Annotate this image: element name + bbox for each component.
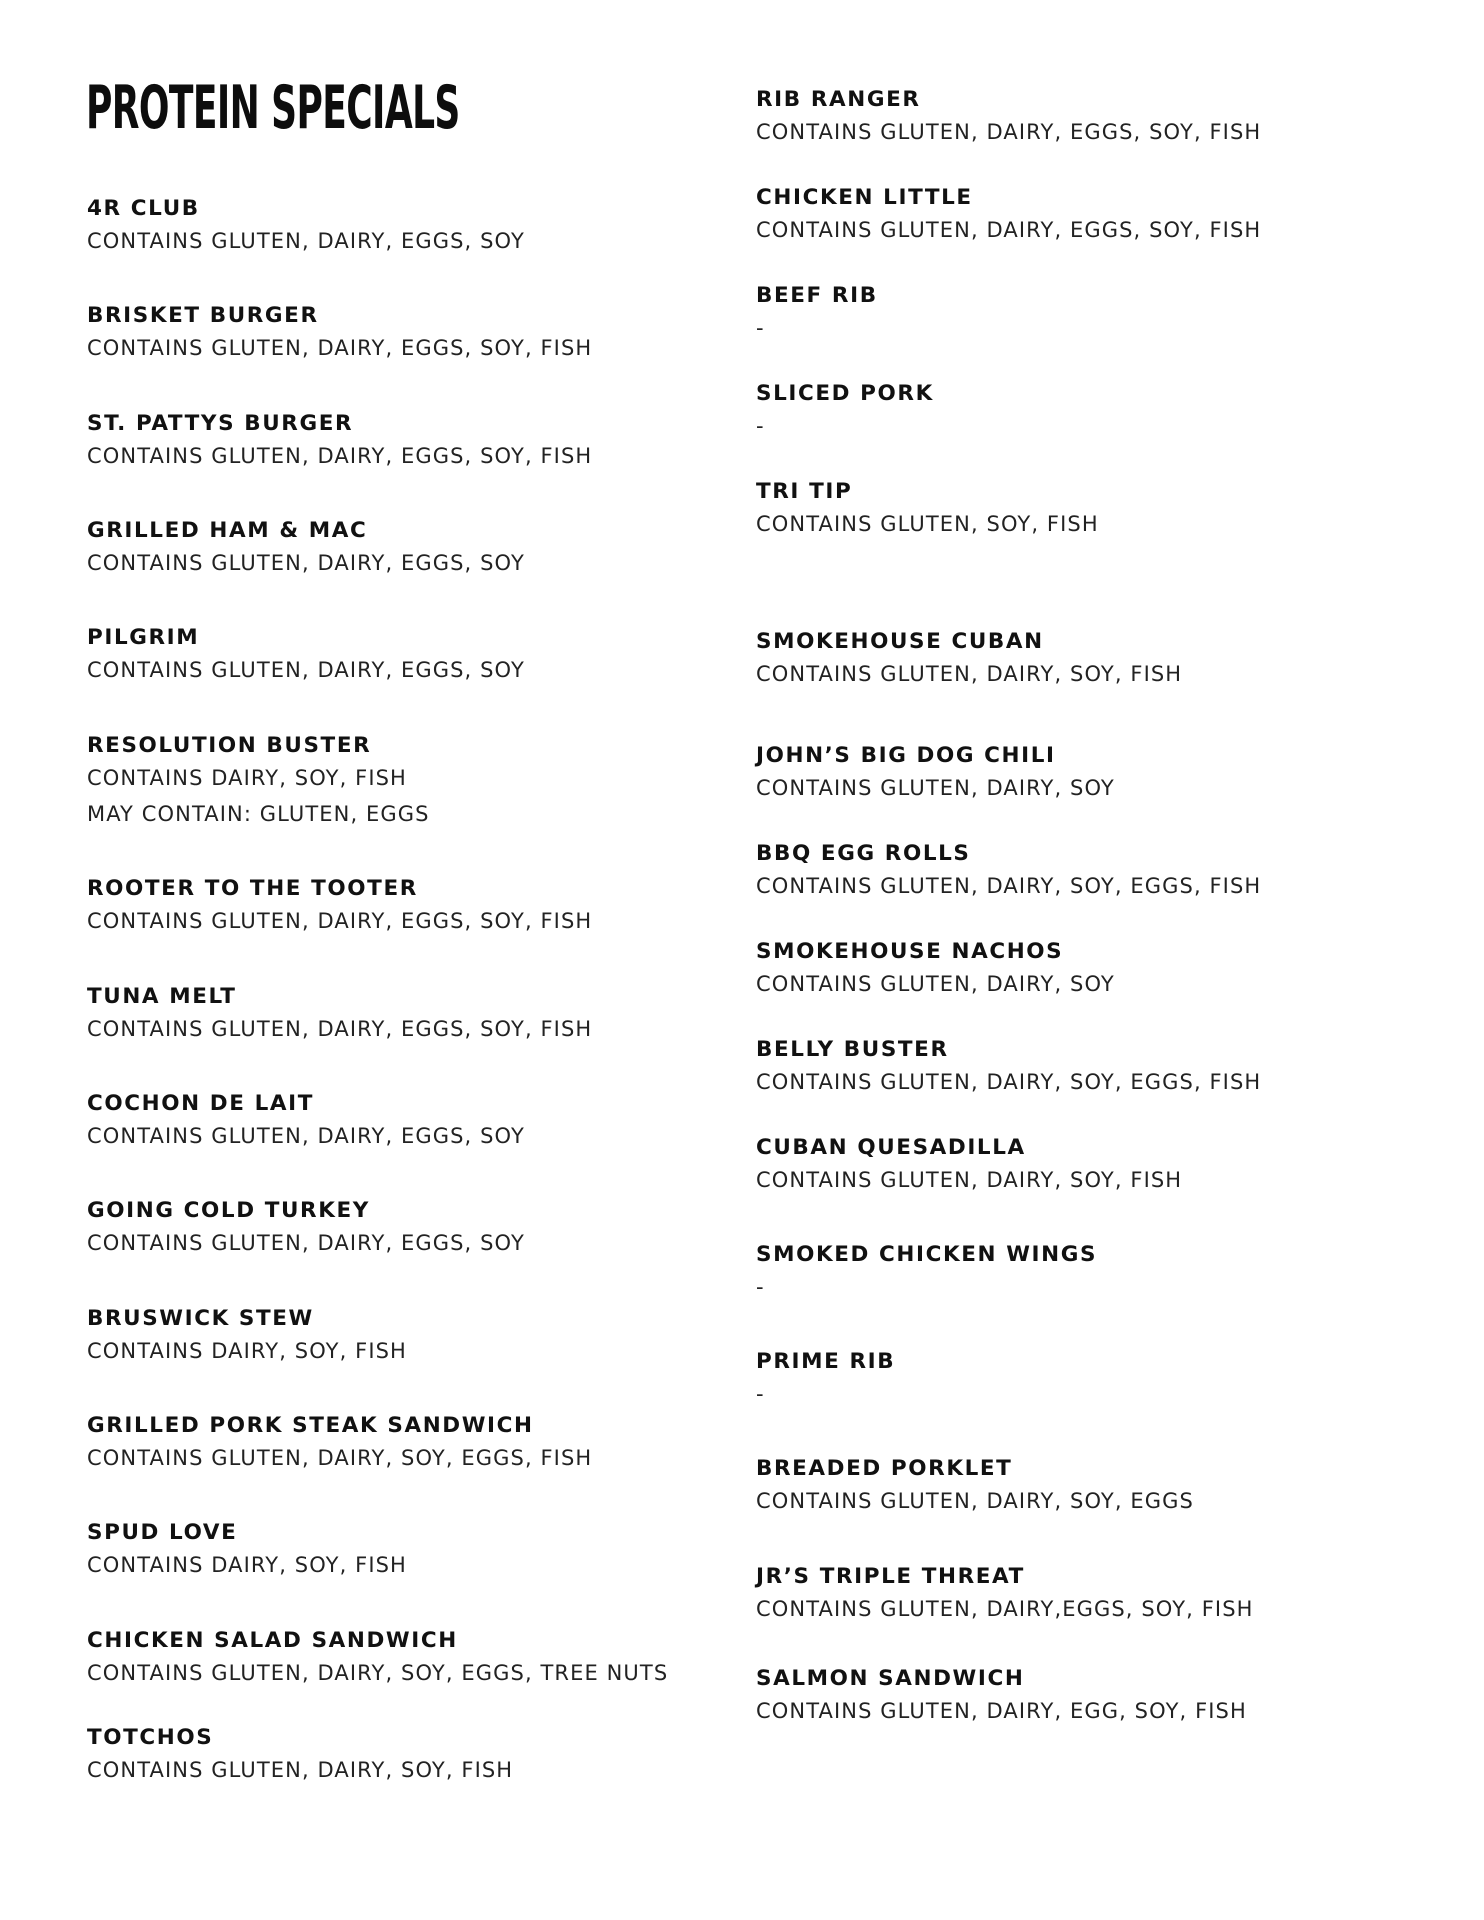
item-name: SALMON SANDWICH <box>756 1666 1025 1691</box>
menu-item-totchos <box>87 1724 513 1788</box>
allergen-line: - <box>756 316 765 340</box>
allergen-line: - <box>756 1382 765 1406</box>
allergen-line: CONTAINS GLUTEN, DAIRY, EGGS, SOY <box>87 551 525 575</box>
menu-item-pilgrim <box>87 624 525 688</box>
allergen-line: CONTAINS GLUTEN, DAIRY, SOY, EGGS, TREE NUTS <box>87 1661 669 1685</box>
allergen-line: CONTAINS GLUTEN, DAIRY, EGGS, SOY, FISH <box>87 444 593 468</box>
allergen-line: CONTAINS GLUTEN, DAIRY, SOY, FISH <box>756 1168 1183 1192</box>
allergen-line: CONTAINS GLUTEN, DAIRY, SOY, EGGS, FISH <box>87 1446 593 1470</box>
allergen-line: - <box>756 414 765 438</box>
item-name: CHICKEN LITTLE <box>756 185 973 210</box>
item-name: GRILLED HAM & MAC <box>87 518 368 543</box>
allergen-line: CONTAINS GLUTEN, DAIRY, SOY, EGGS <box>756 1489 1194 1513</box>
allergen-line: CONTAINS GLUTEN, DAIRY, EGGS, SOY, FISH <box>756 218 1262 242</box>
item-name: PRIME RIB <box>756 1349 896 1374</box>
allergen-line: CONTAINS GLUTEN, DAIRY, EGG, SOY, FISH <box>756 1699 1247 1723</box>
item-name: BBQ EGG ROLLS <box>756 841 971 866</box>
allergen-line: - <box>756 1275 765 1299</box>
item-name: ST. PATTYS BURGER <box>87 411 354 436</box>
item-name: ROOTER TO THE TOOTER <box>87 876 418 901</box>
allergen-line: CONTAINS GLUTEN, DAIRY, SOY, FISH <box>87 1758 514 1782</box>
item-name: TOTCHOS <box>87 1725 214 1750</box>
menu-item-rib-ranger <box>756 86 1261 150</box>
item-name: COCHON DE LAIT <box>87 1091 315 1116</box>
allergen-line: CONTAINS GLUTEN, DAIRY, EGGS, SOY <box>87 1124 525 1148</box>
allergen-line: CONTAINS GLUTEN, DAIRY, SOY, FISH <box>756 662 1183 686</box>
menu-item-brisket-burger <box>87 302 592 366</box>
menu-item-smokehouse-nachos <box>756 938 1115 1002</box>
allergen-line: CONTAINS GLUTEN, DAIRY, EGGS, SOY <box>87 229 525 253</box>
allergen-line: CONTAINS GLUTEN, DAIRY, SOY, EGGS, FISH <box>756 874 1262 898</box>
menu-item-grilled-ham-mac <box>87 517 525 581</box>
item-name: SMOKED CHICKEN WINGS <box>756 1242 1098 1267</box>
menu-item-prime-rib <box>756 1348 895 1412</box>
item-name: BELLY BUSTER <box>756 1037 949 1062</box>
menu-item-cochon-de-lait <box>87 1090 525 1154</box>
menu-item-grilled-pork-steak-sandwich <box>87 1412 592 1476</box>
item-name: RIB RANGER <box>756 87 921 112</box>
menu-item-tri-tip <box>756 478 1099 542</box>
item-name: BREADED PORKLET <box>756 1456 1013 1481</box>
menu-item-sliced-pork <box>756 380 934 444</box>
menu-item-bbq-egg-rolls <box>756 840 1261 904</box>
allergen-line: CONTAINS DAIRY, SOY, FISH <box>87 1553 407 1577</box>
allergen-line: CONTAINS GLUTEN, DAIRY, EGGS, SOY, FISH <box>756 120 1262 144</box>
may-contain-line: MAY CONTAIN: GLUTEN, EGGS <box>87 802 430 826</box>
allergen-line: CONTAINS GLUTEN, DAIRY, EGGS, SOY, FISH <box>87 1017 593 1041</box>
menu-item-spud-love <box>87 1519 407 1583</box>
item-name: CHICKEN SALAD SANDWICH <box>87 1628 458 1653</box>
item-name: CUBAN QUESADILLA <box>756 1135 1026 1160</box>
menu-item-chicken-salad-sandwich <box>87 1627 668 1691</box>
menu-item-resolution-buster <box>87 732 430 832</box>
menu-item-breaded-porklet <box>756 1455 1194 1519</box>
menu-item-going-cold-turkey <box>87 1197 525 1261</box>
item-name: RESOLUTION BUSTER <box>87 733 372 758</box>
item-name: TRI TIP <box>756 479 853 504</box>
menu-item-jrs-triple-threat <box>756 1563 1254 1627</box>
allergen-line: CONTAINS GLUTEN, DAIRY, EGGS, SOY, FISH <box>87 336 593 360</box>
menu-item-rooter-to-the-tooter <box>87 875 592 939</box>
item-name: BRUSWICK STEW <box>87 1306 314 1331</box>
menu-item-johns-big-dog-chili <box>756 742 1115 806</box>
allergen-line: CONTAINS GLUTEN, DAIRY, EGGS, SOY, FISH <box>87 909 593 933</box>
menu-item-chicken-little <box>756 184 1261 248</box>
menu-item-st-pattys-burger <box>87 410 592 474</box>
item-name: BEEF RIB <box>756 283 878 308</box>
item-name: SMOKEHOUSE CUBAN <box>756 629 1044 654</box>
item-name: JOHN’S BIG DOG CHILI <box>756 743 1056 768</box>
menu-item-smoked-chicken-wings <box>756 1241 1097 1305</box>
item-name: PILGRIM <box>87 625 200 650</box>
menu-item-4r-club <box>87 195 525 259</box>
menu-item-bruswick-stew <box>87 1305 407 1369</box>
menu-item-tuna-melt <box>87 983 592 1047</box>
item-name: SLICED PORK <box>756 381 934 406</box>
item-name: 4R CLUB <box>87 196 200 221</box>
allergen-line: CONTAINS DAIRY, SOY, FISH <box>87 1339 407 1363</box>
menu-item-salmon-sandwich <box>756 1665 1247 1729</box>
menu-item-belly-buster <box>756 1036 1261 1100</box>
item-name: SPUD LOVE <box>87 1520 238 1545</box>
menu-item-beef-rib <box>756 282 878 346</box>
allergen-line: CONTAINS GLUTEN, DAIRY, SOY <box>756 776 1115 800</box>
item-name: BRISKET BURGER <box>87 303 319 328</box>
page-title: PROTEIN SPECIALS <box>86 73 460 143</box>
menu-item-smokehouse-cuban <box>756 628 1182 692</box>
allergen-line: CONTAINS DAIRY, SOY, FISH <box>87 766 407 790</box>
item-name: GRILLED PORK STEAK SANDWICH <box>87 1413 534 1438</box>
allergen-line: CONTAINS GLUTEN, DAIRY,EGGS, SOY, FISH <box>756 1597 1254 1621</box>
item-name: TUNA MELT <box>87 984 237 1009</box>
allergen-line: CONTAINS GLUTEN, DAIRY, SOY <box>756 972 1115 996</box>
menu-item-cuban-quesadilla <box>756 1134 1182 1198</box>
allergen-line: CONTAINS GLUTEN, DAIRY, EGGS, SOY <box>87 658 525 682</box>
item-name: GOING COLD TURKEY <box>87 1198 370 1223</box>
allergen-line: CONTAINS GLUTEN, DAIRY, SOY, EGGS, FISH <box>756 1070 1262 1094</box>
allergen-line: CONTAINS GLUTEN, DAIRY, EGGS, SOY <box>87 1231 525 1255</box>
item-name: JR’S TRIPLE THREAT <box>756 1564 1025 1589</box>
allergen-line: CONTAINS GLUTEN, SOY, FISH <box>756 512 1099 536</box>
item-name: SMOKEHOUSE NACHOS <box>756 939 1064 964</box>
